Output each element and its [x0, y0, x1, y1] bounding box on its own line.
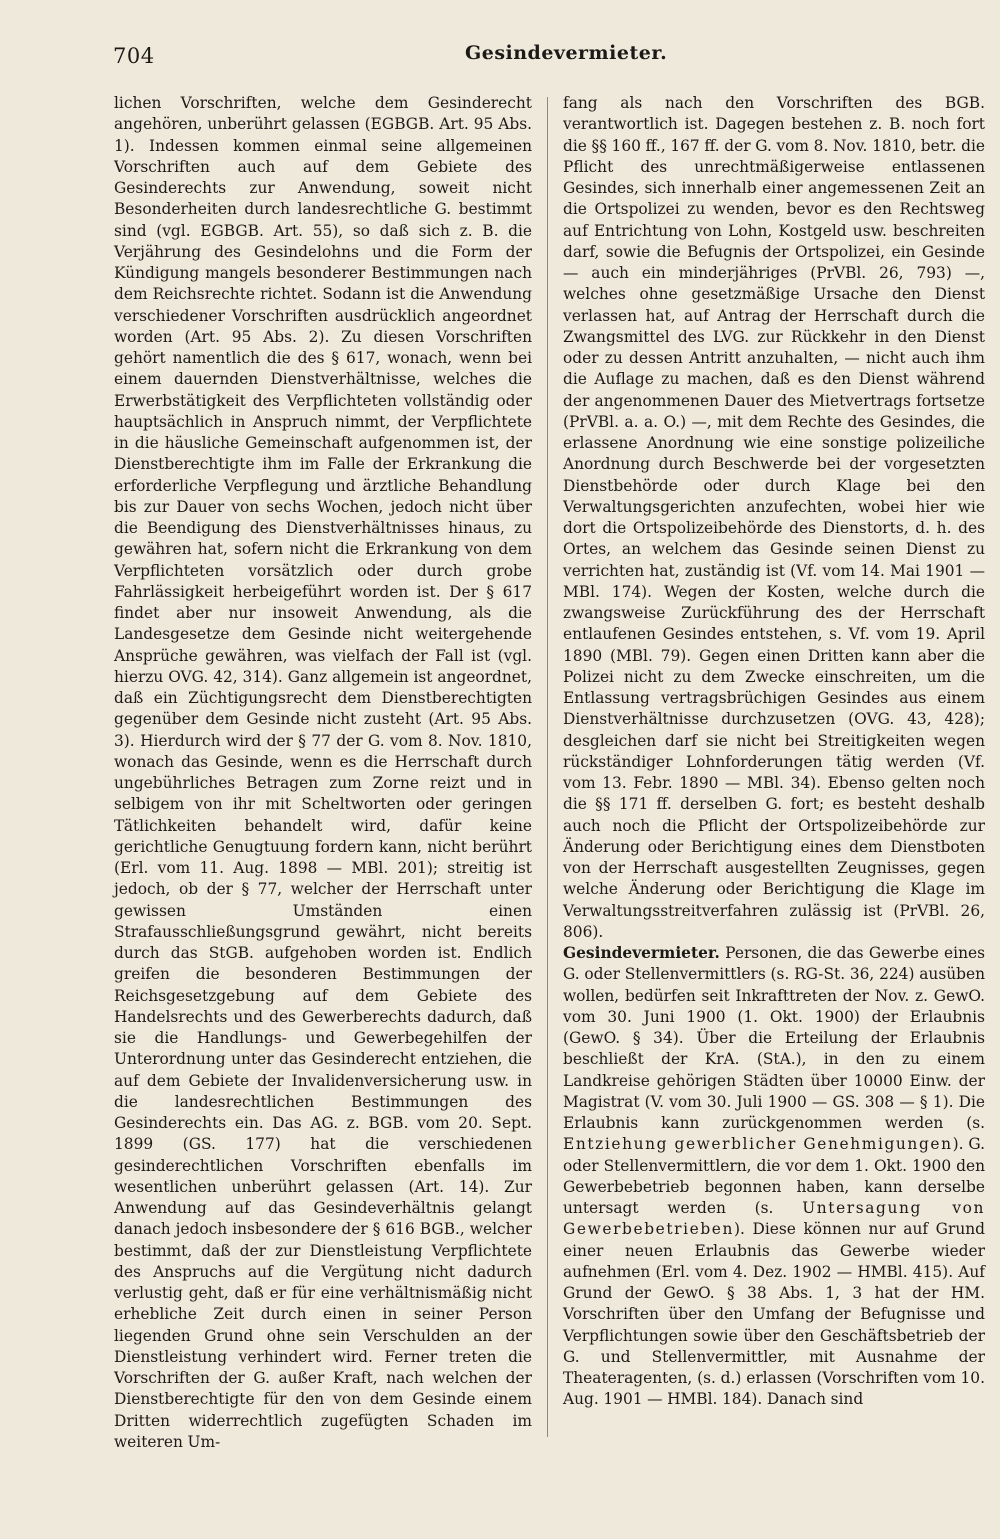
cross-reference-2: Untersagung von Gewerbebetrieben: [563, 1199, 985, 1239]
left-column: [114, 93, 532, 1453]
right-column-paragraph: fang als nach den Vorschriften des BGB. verantwortlich ist. Dagegen bestehen z. B. noch fort die §§ 160 ff., 167 ff. der G. vom 8. Nov. 1810, betr. die Pflicht des unrechtmäßigerweise entlassenen Gesindes, sich innerhalb einer angemessenen Zeit an die Ortspolizei zu wenden, bevor es den Rechtsweg auf Entrichtung von Lohn, Kostgeld usw. beschreiten darf, sowie die Befugnis der Ortspolizei, ein Gesinde — auch ein minderjähriges (PrVBl. 26, 793) —, welches ohne gesetzmäßige Ursache den Dienst verlassen hat, auf Antrag der Herrschaft durch die Zwangsmittel des LVG. zur Rückkehr in den Dienst oder zu dessen Antritt anzuhalten, — nicht auch ihm die Auflage zu machen, daß es den Dienst während der angenommenen Dauer des Mietvertrags fortsetze (PrVBl. a. a. O.) —, mit dem Rechte des Gesindes, die erlassene Anordnung wie eine sonstige polizeiliche Anordnung durch Beschwerde bei der vorgesetzten Dienstbehörde oder durch Klage bei den Verwaltungsgerichten anzufechten, wobei hier wie dort die Ortspolizeibehörde des Dienstorts, d. h. des Ortes, an welchem das Gesinde seinen Dienst zu verrichten hat, zuständig ist (Vf. vom 14. Mai 1901 — MBl. 174). Wegen der Kosten, welche durch die zwangsweise Zurückführung des der Herrschaft entlaufenen Gesindes entstehen, s. Vf. vom 19. April 1890 (MBl. 79). Gegen einen Dritten kann aber die Polizei nicht zu dem Zwecke einschreiten, um die Entlassung vertragsbrüchigen Gesindes aus einem Dienstverhältnisse durchzusetzen (OVG. 43, 428); desgleichen darf sie nicht bei Streitigkeiten wegen rückständiger Lohnforderungen tätig werden (Vf. vom 13. Febr. 1890 — MBl. 34). Ebenso gelten noch die §§ 171 ff. derselben G. fort; es besteht deshalb auch noch die Pflicht der Ortspolizeibehörde zur Änderung oder Berichtigung eines dem Dienstboten von der Herrschaft ausgestellten Zeugnisses, gegen welche Änderung oder Berichtigung die Klage im Verwaltungsstreitverfahren zulässig ist (PrVBl. 26, 806).: [563, 94, 985, 941]
entry-text-1: Personen, die das Gewerbe eines G. oder Stellenvermittlers (s. RG-St. 36, 224) ausüben wollen, bedürfen seit Inkrafttreten der Nov. z. GewO. vom 30. Juni 1900 (1. Okt. 1900) der Erlaubnis (GewO. § 34). Über die Erteilung der Erlaubnis beschließt der KrA. (StA.), in den zu einem Landkreise gehörigen Städten über 10000 Einw. der Magistrat (V. vom 30. Juli 1900 — GS. 308 — § 1). Die Erlaubnis kann zurückgenommen werden (s.: [563, 944, 986, 1132]
cross-reference-1: Entziehung gewerblicher Genehmigungen: [563, 1135, 953, 1154]
entry-text-3: ). Diese können nur auf Grund einer neuen Erlaubnis das Gewerbe wieder aufnehmen (Erl. vom 4. Dez. 1902 — HMBl. 415). Auf Grund der GewO. § 38 Abs. 1, 3 hat der HM. Vorschriften über den Umfang der Befugnisse und Verpflichtungen sowie über den Geschäftsbetrieb der G. und Stellenvermittler, mit Ausnahme der Theateragenten, (s. d.) erlassen (Vorschriften vom 10. Aug. 1901 — HMBl. 184). Danach sind: [563, 1220, 985, 1409]
entry-gesindevermieter: [563, 943, 985, 1411]
entry-text-2: ). G. oder Stellenvermittlern, die vor dem 1. Okt. 1900 den Gewerbebetrieb begonnen haben, kann derselbe untersagt werden (s.: [563, 1135, 985, 1217]
entry-headword: Gesindevermieter.: [563, 944, 720, 962]
running-title: Gesindevermieter.: [465, 42, 668, 64]
column-divider: [547, 97, 548, 1437]
right-column: [563, 93, 985, 1411]
page-number: 704: [113, 44, 155, 68]
left-column-text: lichen Vorschriften, welche dem Gesinderecht angehören, unberührt gelassen (EGBGB. Art. 95 Abs. 1). Indessen kommen einmal seine allgemeinen Vorschriften auch auf dem Gebiete des Gesinderechts zur Anwendung, soweit nicht Besonderheiten durch landesrechtliche G. bestimmt sind (vgl. EGBGB. Art. 55), so daß sich z. B. die Verjährung des Gesindelohns und die Form der Kündigung mangels besonderer Bestimmungen nach dem Reichsrechte richtet. Sodann ist die Anwendung verschiedener Vorschriften ausdrücklich angeordnet worden (Art. 95 Abs. 2). Zu diesen Vorschriften gehört namentlich die des § 617, wonach, wenn bei einem dauernden Dienstverhältnisse, welches die Erwerbstätigkeit des Verpflichteten vollständig oder hauptsächlich in Anspruch nimmt, der Verpflichtete in die häusliche Gemeinschaft aufgenommen ist, der Dienstberechtigte ihm im Falle der Erkrankung die erforderliche Verpflegung und ärztliche Behandlung bis zur Dauer von sechs Wochen, jedoch nicht über die Beendigung des Dienstverhältnisses hinaus, zu gewähren hat, sofern nicht die Erkrankung von dem Verpflichteten vorsätzlich oder durch grobe Fahrlässigkeit herbeigeführt worden ist. Der § 617 findet aber nur insoweit Anwendung, als die Landesgesetze dem Gesinde nicht weitergehende Ansprüche gewähren, was vielfach der Fall ist (vgl. hierzu OVG. 42, 314). Ganz allgemein ist angeordnet, daß ein Züchtigungsrecht dem Dienstberechtigten gegenüber dem Gesinde nicht zusteht (Art. 95 Abs. 3). Hierdurch wird der § 77 der G. vom 8. Nov. 1810, wonach das Gesinde, wenn es die Herrschaft durch ungebührliches Betragen zum Zorne reizt und in selbigem von ihr mit Scheltworten oder geringen Tätlichkeiten behandelt wird, dafür keine gerichtliche Genugtuung fordern kann, nicht berührt (Erl. vom 11. Aug. 1898 — MBl. 201); streitig ist jedoch, ob der § 77, welcher der Herrschaft unter gewissen Umständen einen Strafausschließungsgrund gewährt, nicht bereits durch das StGB. aufgehoben worden ist. Endlich greifen die besonderen Bestimmungen der Reichsgesetzgebung auf dem Gebiete des Handelsrechts und des Gewerberechts dadurch, daß sie die Handlungs- und Gewerbegehilfen der Unterordnung unter das Gesinderecht entziehen, die auf dem Gebiete der Invalidenversicherung usw. in die landesrechtlichen Bestimmungen des Gesinderechts ein. Das AG. z. BGB. vom 20. Sept. 1899 (GS. 177) hat die verschiedenen gesinderechtlichen Vorschriften ebenfalls im wesentlichen unberührt gelassen (Art. 14). Zur Anwendung auf das Gesindeverhältnis gelangt danach jedoch insbesondere der § 616 BGB., welcher bestimmt, daß der zur Dienstleistung Verpflichtete des Anspruchs auf die Vergütung nicht dadurch verlustig geht, daß er für eine verhältnismäßig nicht erhebliche Zeit durch einen in seiner Person liegenden Grund ohne sein Verschulden an der Dienstleistung verhindert wird. Ferner treten die Vorschriften der G. außer Kraft, nach welchen der Dienstberechtigte für den von dem Gesinde einem Dritten widerrechtlich zugefügten Schaden im weiteren Um-: [114, 94, 532, 1451]
